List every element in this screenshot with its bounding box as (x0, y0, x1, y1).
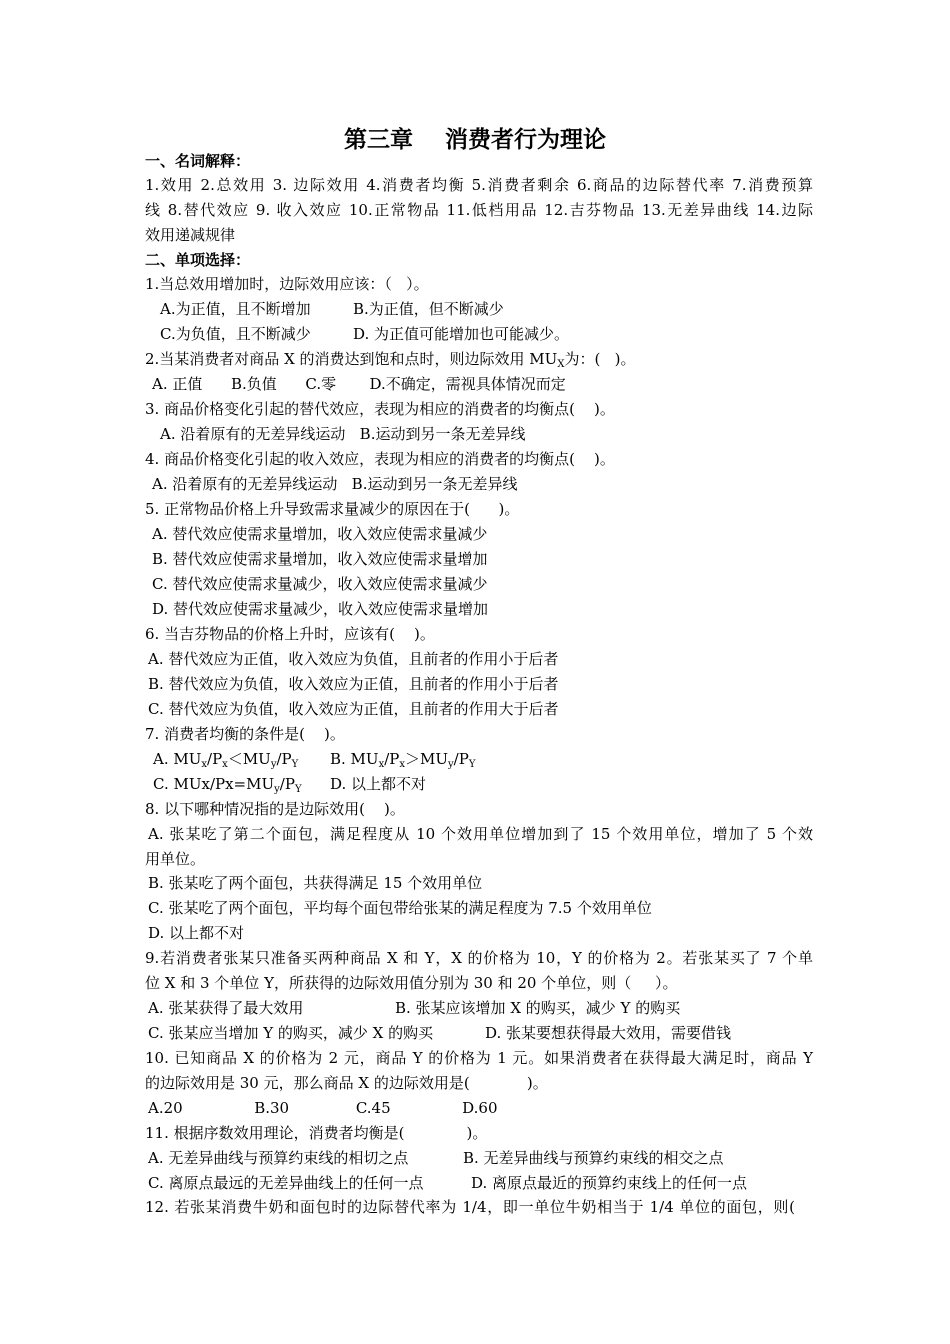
option-c: C. 离原点最远的无差异曲线上的任何一点 (148, 1174, 424, 1192)
option-row: A.20 B.30 C.45 D.60 (148, 1099, 498, 1117)
option-a: A. 替代效应使需求量增加，收入效应使需求量减少 (152, 525, 488, 543)
option-c: C. 替代效应使需求量减少，收入效应使需求量减少 (152, 575, 488, 593)
question-stem: 4. 商品价格变化引起的收入效应，表现为相应的消费者的均衡点( )。 (145, 450, 615, 468)
subscript: X (557, 359, 565, 370)
option-a: A. 张某获得了最大效用 (148, 999, 304, 1017)
terms-line: 效用递减规律 (145, 226, 236, 244)
option-row (145, 1023, 813, 1043)
option-d: D. 离原点最近的预算约束线上的任何一点 (471, 1174, 748, 1192)
option-b: B. 替代效应为负值，收入效应为正值，且前者的作用小于后者 (148, 675, 559, 693)
question-stem: 3. 商品价格变化引起的替代效应，表现为相应的消费者的均衡点( )。 (145, 400, 615, 418)
option-c: C. 张某吃了两个面包，平均每个面包带给张某的满足程度为 7.5 个效用单位 (148, 899, 652, 917)
section-heading-terms: 一、名词解释： (145, 152, 251, 170)
option-b: B. 张某吃了两个面包，共获得满足 15 个效用单位 (148, 874, 483, 892)
question-stem: 8. 以下哪种情况指的是边际效用( )。 (145, 800, 405, 818)
option-d: D. 以上都不对 (148, 924, 245, 942)
question-stem-continued: 的边际效用是 30 元，那么商品 X 的边际效用是( )。 (145, 1074, 548, 1092)
option-row: A. 沿着原有的无差异线运动 B.运动到另一条无差异线 (152, 475, 518, 493)
question-stem: 9.若消费者张某只准备买两种商品 X 和 Y，X 的价格为 10，Y 的价格为 2。若张某买了 7 个单 (145, 949, 813, 967)
option-row (145, 1173, 813, 1193)
option-row (145, 324, 813, 344)
option-b: B. 替代效应使需求量增加，收入效应使需求量增加 (152, 550, 488, 568)
terms-line: 1.效用 2.总效用 3. 边际效用 4.消费者均衡 5.消费者剩余 6.商品的边际替代率 7.消费预算 (145, 176, 813, 194)
option-b: B. 张某应该增加 X 的购买，减少 Y 的购买 (395, 999, 681, 1017)
option-d: D. 张某要想获得最大效用，需要借钱 (485, 1024, 732, 1042)
question-stem (145, 349, 813, 369)
option-row (145, 299, 813, 319)
question-stem: 1.当总效用增加时，边际效用应该：（ ）。 (145, 275, 429, 293)
section-heading-choice: 二、单项选择： (145, 251, 251, 269)
option-row (145, 1148, 813, 1168)
option-a-continued: 用单位。 (145, 850, 206, 868)
option-d: D. 替代效应使需求量减少，收入效应使需求量增加 (152, 600, 489, 618)
option-row (145, 998, 813, 1018)
option-c: C. MUx/$Px=MU_y/P_Y$ (153, 775, 302, 795)
stem-text: 2.当某消费者对商品 X 的消费达到饱和点时，则边际效用 MU (145, 350, 558, 368)
question-stem: 6. 当吉芬物品的价格上升时，应该有( )。 (145, 625, 435, 643)
terms-line: 线 8.替代效应 9. 收入效应 10.正常物品 11.低档用品 12.吉芬物品 13.无差异曲线 14.边际 (145, 201, 813, 219)
option-c: C.为负值，且不断减少 (160, 325, 311, 343)
option-c: C. 替代效应为负值，收入效应为正值，且前者的作用大于后者 (148, 700, 559, 718)
option-b: B. $MU_x/P_x>MU_y/P_Y$ (330, 750, 476, 770)
chapter-title: 第三章 消费者行为理论 (343, 126, 607, 153)
question-stem-continued: 位 X 和 3 个单位 Y，所获得的边际效用值分别为 30 和 20 个单位，则（ ）。 (145, 974, 678, 992)
option-b: B. 无差异曲线与预算约束线的相交之点 (463, 1149, 724, 1167)
question-stem: 12. 若张某消费牛奶和面包时的边际替代率为 1/4，即一单位牛奶相当于 1/4 单位的面包，则( (145, 1198, 795, 1216)
option-a: A. 替代效应为正值，收入效应为负值，且前者的作用小于后者 (148, 650, 559, 668)
option-a: A. $MU_x/P_x<MU_y/P_Y$ (153, 750, 299, 770)
option-a: A. 张某吃了第二个面包，满足程度从 10 个效用单位增加到了 15 个效用单位，增加了 5 个效 (148, 825, 813, 843)
option-row: A. 正值 B.负值 C.零 D.不确定，需视具体情况而定 (152, 375, 566, 393)
option-d: D. 以上都不对 (330, 775, 427, 793)
option-row (145, 749, 813, 769)
question-stem: 11. 根据序数效用理论，消费者均衡是( )。 (145, 1124, 488, 1142)
option-a: A. 无差异曲线与预算约束线的相切之点 (148, 1149, 409, 1167)
question-stem: 5. 正常物品价格上升导致需求量减少的原因在于( )。 (145, 500, 520, 518)
option-row (145, 774, 813, 794)
stem-text: 为：( )。 (564, 350, 636, 368)
option-d: D. 为正值可能增加也可能减少。 (353, 325, 570, 343)
option-b: B.为正值，但不断减少 (353, 300, 504, 318)
question-stem: 7. 消费者均衡的条件是( )。 (145, 725, 345, 743)
option-row: A. 沿着原有的无差异线运动 B.运动到另一条无差异线 (160, 425, 526, 443)
option-a: A.为正值，且不断增加 (160, 300, 311, 318)
option-c: C. 张某应当增加 Y 的购买，减少 X 的购买 (148, 1024, 434, 1042)
question-stem: 10. 已知商品 X 的价格为 2 元，商品 Y 的价格为 1 元。如果消费者在获得最大满足时，商品 Y (145, 1049, 813, 1067)
